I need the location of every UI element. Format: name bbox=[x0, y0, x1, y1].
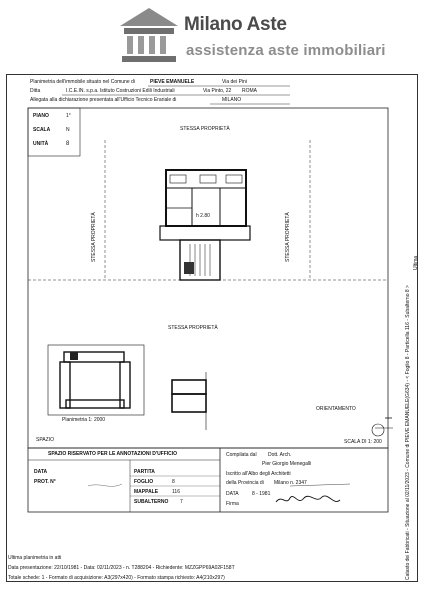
header-line2-city: ROMA bbox=[242, 88, 257, 94]
reserved-title: SPAZIO RISERVATO PER LE ANNOTAZIONI D'UFFICIO bbox=[48, 451, 178, 457]
plan-label-bottom-left: SPAZIO bbox=[36, 437, 54, 443]
header-line2-via: Via Pinto, 22 bbox=[203, 88, 232, 94]
compiler-name: Pier Giorgio Menegalli bbox=[262, 461, 312, 467]
piano-label: PIANO bbox=[33, 113, 49, 119]
footer-line1: Ultima planimetria in atti bbox=[8, 555, 62, 561]
plan-label-top: STESSA PROPRIETÀ bbox=[180, 126, 230, 132]
compilata-label: Compilata dal bbox=[226, 452, 257, 458]
provincia-label: della Provincia di bbox=[226, 480, 264, 486]
unita-label: UNITÀ bbox=[33, 141, 49, 147]
watermark-subtitle: assistenza aste immobiliari bbox=[186, 42, 386, 59]
data-label: DATA bbox=[34, 469, 48, 475]
mappale-value: 116 bbox=[172, 489, 180, 495]
compilata-value: Dott. Arch. bbox=[268, 452, 292, 458]
header-line3-label: Allegata alla dichiarazione presentata all'Ufficio Tecnico Erariale di bbox=[30, 97, 177, 103]
mappale-label: MAPPALE bbox=[134, 489, 159, 495]
scala-label: SCALA bbox=[33, 127, 51, 133]
inset-caption: Planimetria 1: 2000 bbox=[62, 417, 106, 423]
header-line2-value: I.C.E.IN. s.p.a. Istituto Costruzioni Edili Industriali bbox=[66, 88, 175, 94]
side-catasto-text: Catasto dei Fabbricati - Situazione al 02/11/2023 - Comune di PIEVE EMANUELE(G634) - < Foglio 8 - Particella 116 - Subalterno 8 > bbox=[405, 285, 411, 580]
header-line1-label: Planimetria dell'immobile situato nel Comune di bbox=[30, 79, 135, 85]
watermark-title: Milano Aste bbox=[184, 14, 287, 35]
footer-line3: Totale schede: 1 - Formato di acquisizione: A3(297x420) - Formato stampa richiesto: A4(210x297) bbox=[8, 575, 225, 581]
orientamento-label: ORIENTAMENTO bbox=[316, 406, 356, 412]
unita-value: 8 bbox=[66, 141, 70, 147]
provincia-value: Milano n. 2347 bbox=[274, 480, 307, 486]
foglio-value: 8 bbox=[172, 479, 175, 485]
scala-caption: SCALA DI 1: 200 bbox=[344, 439, 382, 445]
iscritto-label: Iscritto all'Albo degli Architetti bbox=[226, 471, 291, 477]
partita-label: PARTITA bbox=[134, 469, 155, 475]
subalterno-label: SUBALTERNO bbox=[134, 499, 169, 505]
plan-height-label: h 2.80 bbox=[196, 213, 210, 219]
foglio-label: FOGLIO bbox=[134, 479, 154, 485]
plan-label-left: STESSA PROPRIETÀ bbox=[91, 212, 97, 262]
plan-label-middle: STESSA PROPRIETÀ bbox=[168, 325, 218, 331]
firma-label: Firma bbox=[226, 501, 239, 507]
side-ultima-text: Ultima bbox=[413, 255, 419, 270]
header-line2-label: Ditta bbox=[30, 88, 41, 94]
header-line3-value: MILANO bbox=[222, 97, 242, 103]
scala-value: N bbox=[66, 127, 70, 133]
header-line1-comune: PIEVE EMANUELE bbox=[150, 79, 195, 85]
data-firma-label: DATA bbox=[226, 491, 239, 497]
footer-line2: Data presentazione: 22/10/1981 - Data: 02/11/2023 - n. T288204 - Richiedente: MZZGPP69A02F158T bbox=[8, 565, 235, 571]
prot-label: PROT. N° bbox=[34, 479, 56, 485]
subalterno-value: 7 bbox=[180, 499, 183, 505]
piano-value: 1° bbox=[66, 113, 71, 119]
plan-label-right: STESSA PROPRIETÀ bbox=[285, 212, 291, 262]
header-line1-via: Via dei Pini bbox=[222, 79, 247, 85]
data-firma-value: 8 - 1981 bbox=[252, 491, 271, 497]
